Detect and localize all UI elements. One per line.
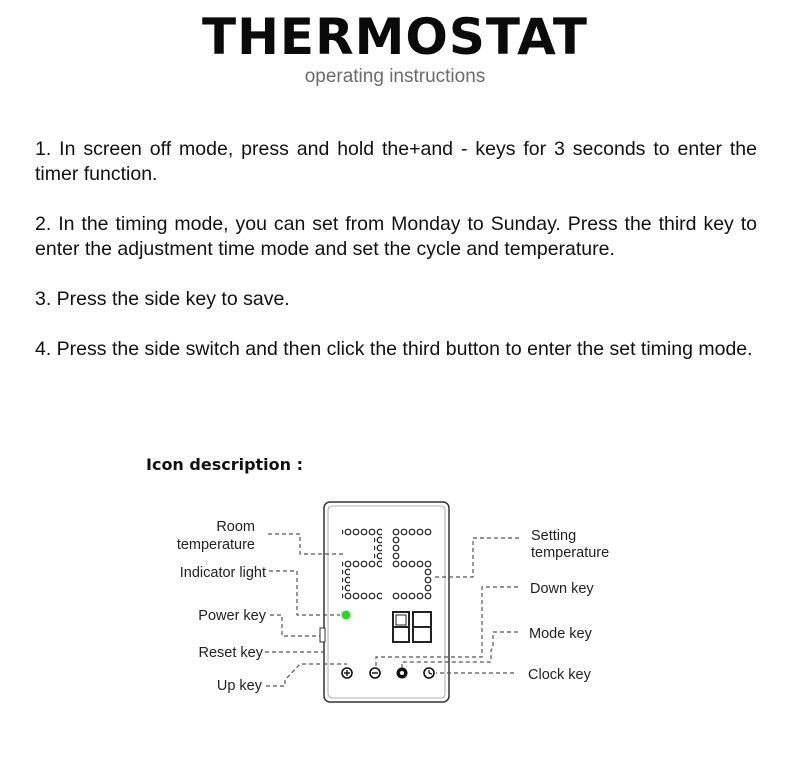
label-setting-temperature: Setting [531,528,577,544]
label-reset-key: Reset key [198,645,263,661]
label-down-key: Down key [530,581,594,597]
page-title: THERMOSTAT [201,8,589,66]
mode-key-button[interactable] [397,668,408,679]
side-switch[interactable] [320,628,325,642]
indicator-light [342,611,351,620]
instruction-step-2: 2. In the timing mode, you can set from Monday to Sunday. Press the third key to enter the adjustment time mode and set the cycle and temperature. [35,213,757,260]
label-setting-temperature-2: temperature [531,545,610,561]
label-room-temperature: Room [216,519,255,535]
page-subtitle: operating instructions [304,66,486,87]
label-up-key: Up key [216,678,262,694]
clock-key-button[interactable] [424,668,434,678]
label-clock-key: Clock key [528,667,591,683]
thermostat-device [320,502,449,702]
icon-description-diagram [0,440,790,740]
instruction-step-4: 4. Press the side switch and then click the third button to enter the set timing mode. [35,338,753,360]
down-key-button[interactable] [370,668,380,678]
instruction-step-1: 1. In screen off mode, press and hold the+and - keys for 3 seconds to enter the timer function. [35,138,757,185]
label-power-key: Power key [198,608,266,624]
instruction-step-3: 3. Press the side key to save. [35,288,290,310]
up-key-button[interactable] [342,668,352,678]
instructions-list [35,137,757,387]
label-mode-key: Mode key [529,626,592,642]
label-indicator-light: Indicator light [179,565,266,581]
label-room-temperature-2: temperature [176,537,255,553]
icon-description-heading: Icon description : [146,455,304,474]
